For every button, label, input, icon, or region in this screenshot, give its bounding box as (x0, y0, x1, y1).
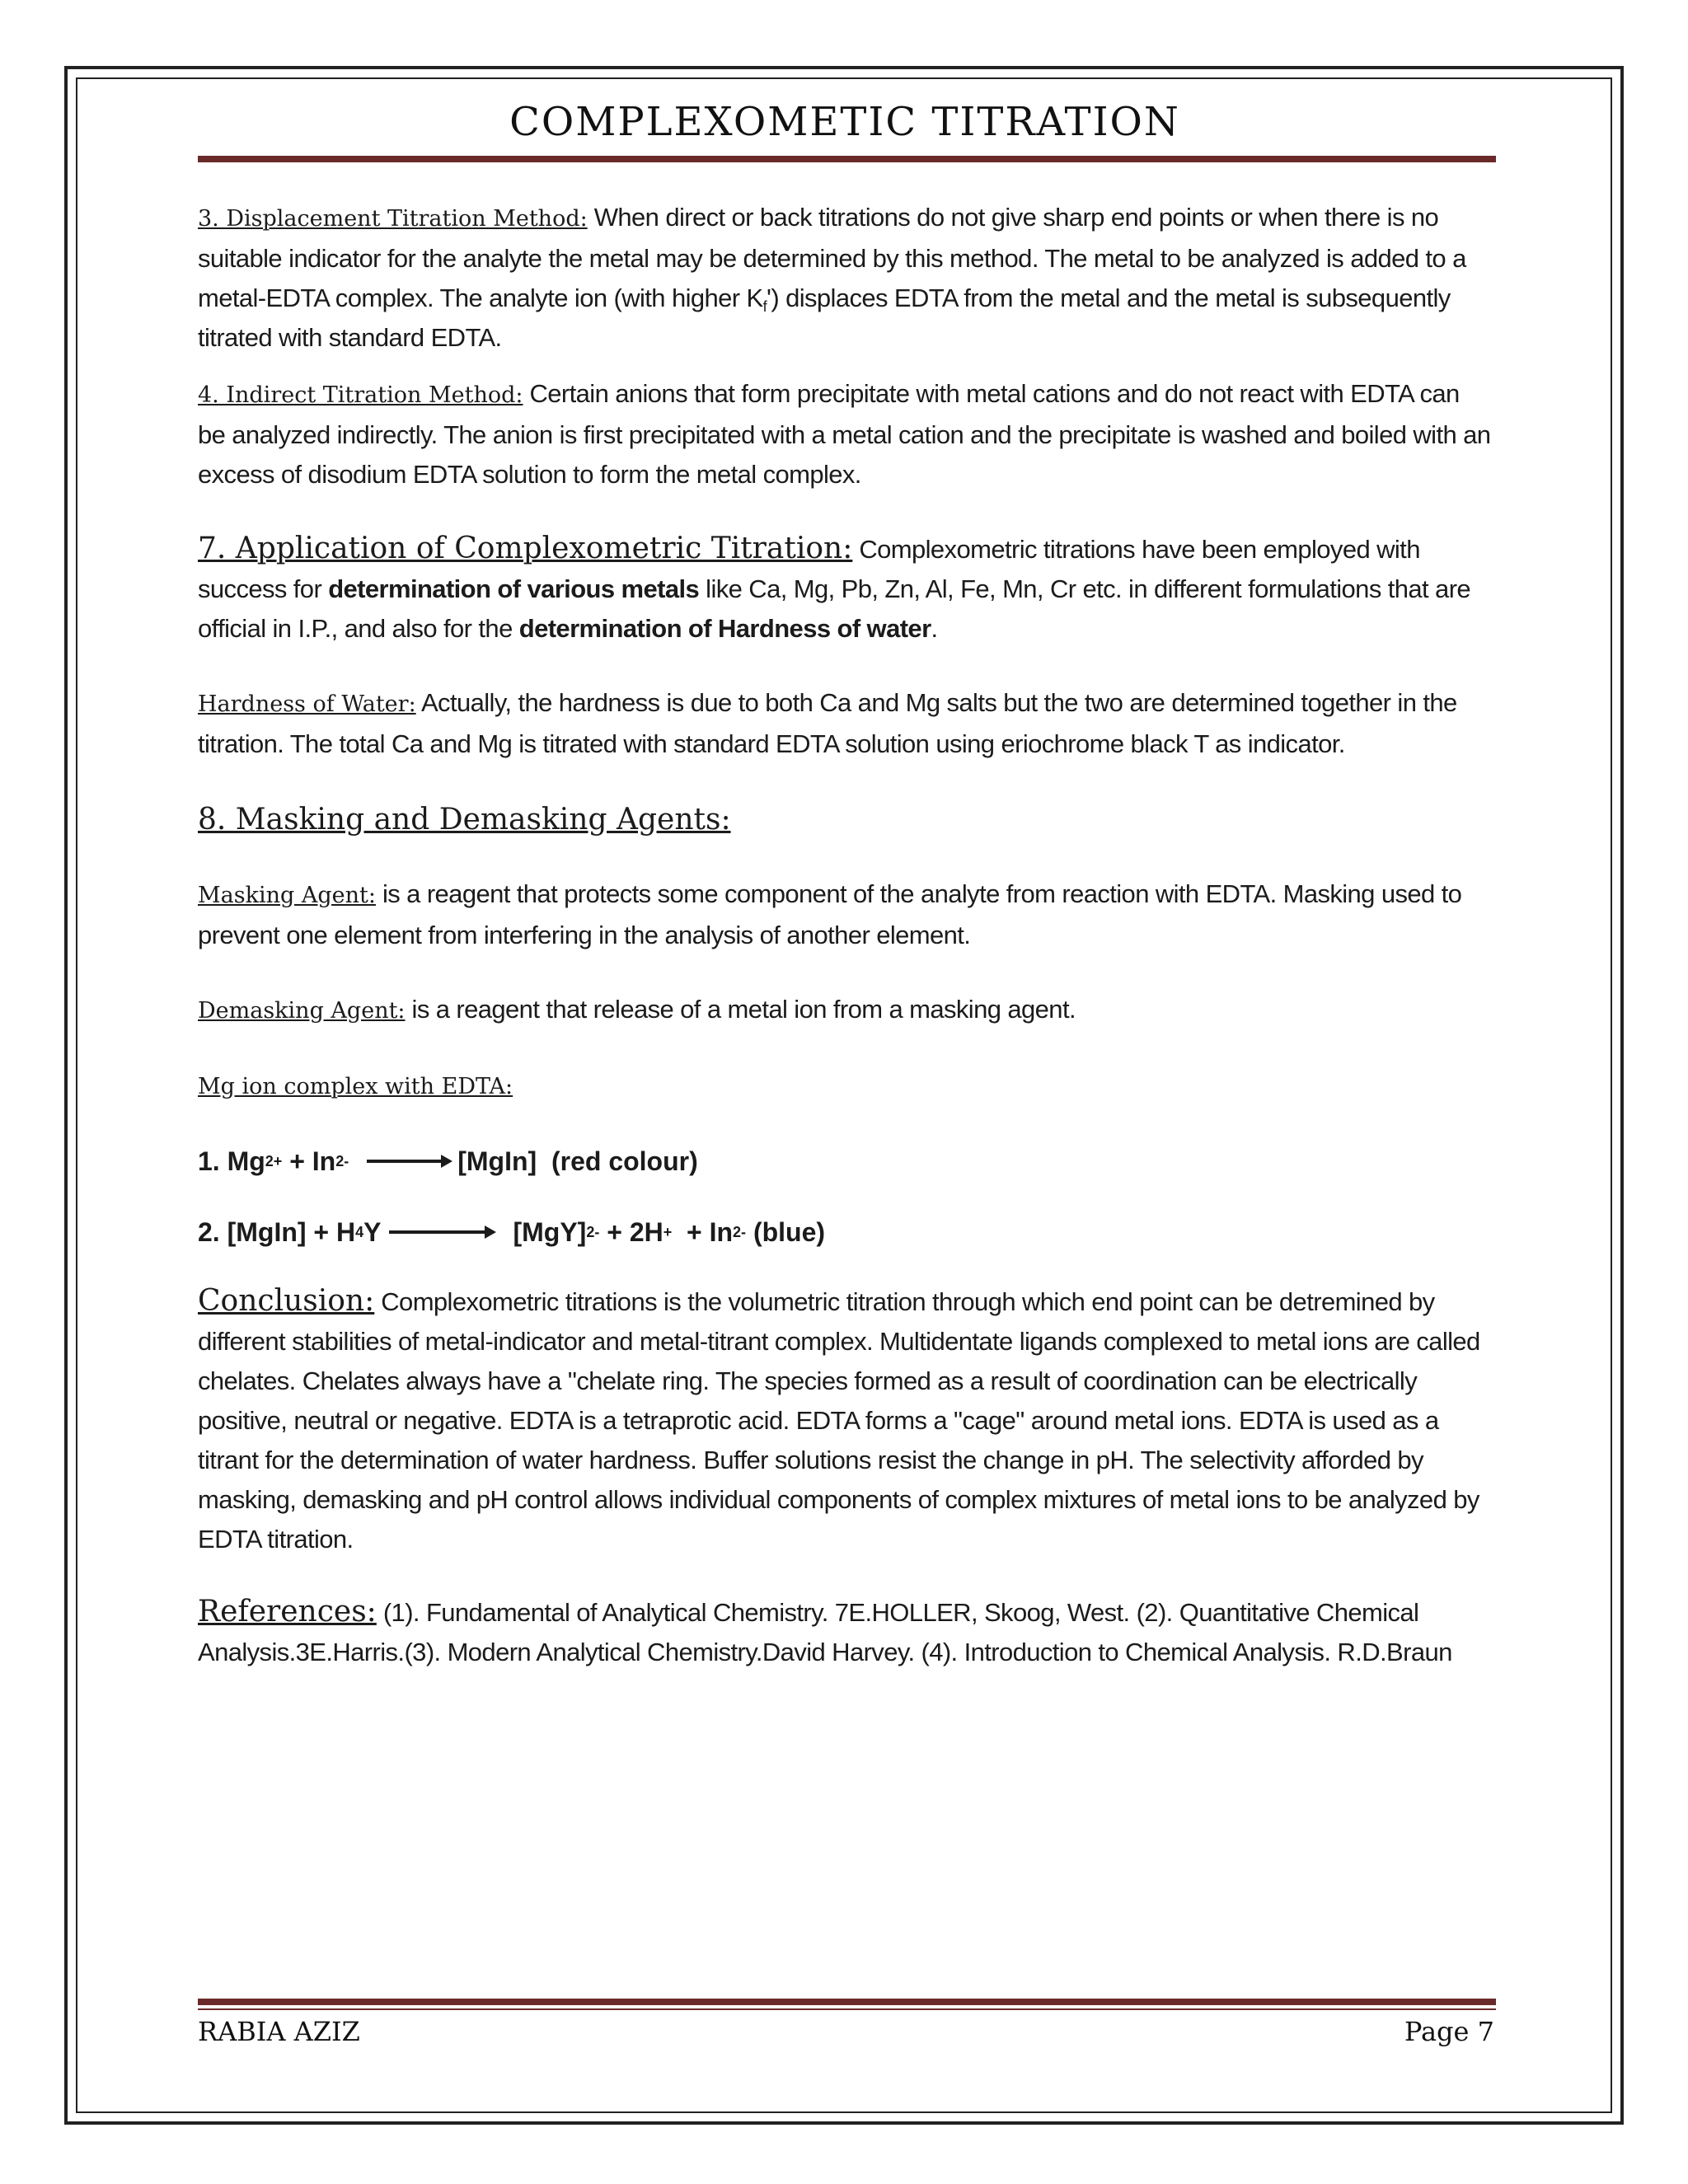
displacement-paragraph (198, 198, 1492, 358)
masking-heading: Masking Agent: (198, 883, 376, 908)
eq2-rhs-d: (blue) (746, 1217, 826, 1247)
eq2-rhs-b: + 2H (599, 1217, 663, 1247)
indirect-paragraph (198, 374, 1492, 494)
footer-author: RABIA AZIZ (198, 2016, 360, 2047)
eq2-rhs-c: + In (672, 1217, 734, 1247)
eq2-lhs-a: 2. [MgIn] + H (198, 1217, 356, 1247)
conclusion-paragraph (198, 1282, 1492, 1559)
hardness-heading: Hardness of Water: (198, 691, 416, 717)
application-text-2: like Ca, Mg, Pb, Zn, Al, Fe, Mn, Cr etc. in different formulations that are official in I.P., and also for the (198, 574, 1471, 643)
eq1-lhs-b: + In (282, 1146, 336, 1176)
footer-rule-thick (198, 1999, 1496, 2005)
masking-text: is a reagent that protects some component of the analyte from reaction with EDTA. Masking used to prevent one element from interfering in the analysis of another element. (198, 879, 1462, 949)
application-text-3: . (931, 614, 938, 643)
footer-rule-thin (198, 2008, 1496, 2010)
application-bold-2: determination of Hardness of water (518, 614, 931, 643)
hardness-text: Actually, the hardness is due to both Ca and Mg salts but the two are determined together in the titration. The total Ca and Mg is titrated with standard EDTA solution using eriochrome black T as indicator. (198, 688, 1457, 758)
references-text: (1). Fundamental of Analytical Chemistry. 7E.HOLLER, Skoog, West. (2). Quantitative Chemical Analysis.3E.Harris.(3). Modern Analytical Chemistry.David Harvey. (4). Introduction to Chemical Analysis. R.D.Braun (198, 1598, 1452, 1666)
demasking-heading: Demasking Agent: (198, 998, 406, 1024)
conclusion-heading: Conclusion: (198, 1284, 375, 1318)
kf-subscript: f (762, 298, 767, 315)
references-paragraph (198, 1592, 1492, 1672)
application-bold-1: determination of various metals (328, 574, 700, 603)
conclusion-text: Complexometric titrations is the volumetric titration through which end point can be detremined by different stabilities of metal-indicator and metal-titrant complex. Multidentate ligands complexed to metal ions are called chelates. Chelates always have a "chelate ring. The species formed as a result of coordination can be electrically positive, neutral or negative. EDTA is a tetraprotic acid. EDTA forms a "cage" around metal ions. EDTA is used as a titrant for the determination of water hardness. Buffer solutions resist the change in pH. The selectivity afforded by masking, demasking and pH control allows individual components of complex mixtures of metal ions to be analyzed by EDTA titration. (198, 1287, 1480, 1554)
indirect-heading: 4. Indirect Titration Method: (198, 382, 523, 408)
footer-page-number: Page 7 (1404, 2016, 1494, 2047)
mg-complex-heading: Mg ion complex with EDTA: (198, 1074, 513, 1099)
header-rule (198, 156, 1496, 162)
page-content (198, 198, 1492, 1672)
page-header-title: COMPLEXOMETIC TITRATION (509, 99, 1180, 145)
references-heading: References: (198, 1595, 377, 1629)
reaction-arrow-icon (367, 1160, 449, 1163)
demasking-text: is a reagent that release of a metal ion from a masking agent. (405, 995, 1076, 1024)
hardness-paragraph (198, 683, 1492, 764)
eq2-rhs-a: [MgY] (513, 1217, 587, 1247)
application-text-1: Complexometric titrations have been employed with success for (198, 535, 1420, 603)
application-heading: 7. Application of Complexometric Titration: (198, 532, 853, 565)
displacement-text-1: When direct or back titrations do not give sharp end points or when there is no suitable indicator for the analyte the metal may be determined by this method. The metal to be analyzed is added to a metal-EDTA complex. The analyte ion (with higher K (198, 203, 1466, 312)
eq1-rhs: [MgIn] (red colour) (457, 1146, 698, 1176)
demasking-paragraph (198, 990, 1492, 1031)
eq2-lhs-b: Y (363, 1217, 382, 1247)
displacement-heading: 3. Displacement Titration Method: (198, 206, 588, 232)
application-paragraph (198, 529, 1492, 649)
mg-complex-paragraph (198, 1066, 1492, 1107)
indirect-text: Certain anions that form precipitate with metal cations and do not react with EDTA can be analyzed indirectly. The anion is first precipitated with a metal cation and the precipitate is washed and boiled with an excess of disodium EDTA solution to form the metal complex. (198, 379, 1491, 489)
equation-2: 2. [MgIn] + H 4 Y [MgY] 2- + 2H + + In 2- (blue) (198, 1212, 1492, 1252)
masking-paragraph (198, 874, 1492, 955)
equation-1: 1. Mg 2+ + In 2- [MgIn] (red colour) (198, 1141, 1492, 1181)
reaction-arrow-icon (389, 1230, 493, 1234)
displacement-text-2: ') displaces EDTA from the metal and the metal is subsequently titrated with standard EDTA. (198, 284, 1451, 352)
eq1-lhs-a: 1. Mg (198, 1146, 265, 1176)
masking-section-heading: 8. Masking and Demasking Agents: (198, 803, 731, 837)
